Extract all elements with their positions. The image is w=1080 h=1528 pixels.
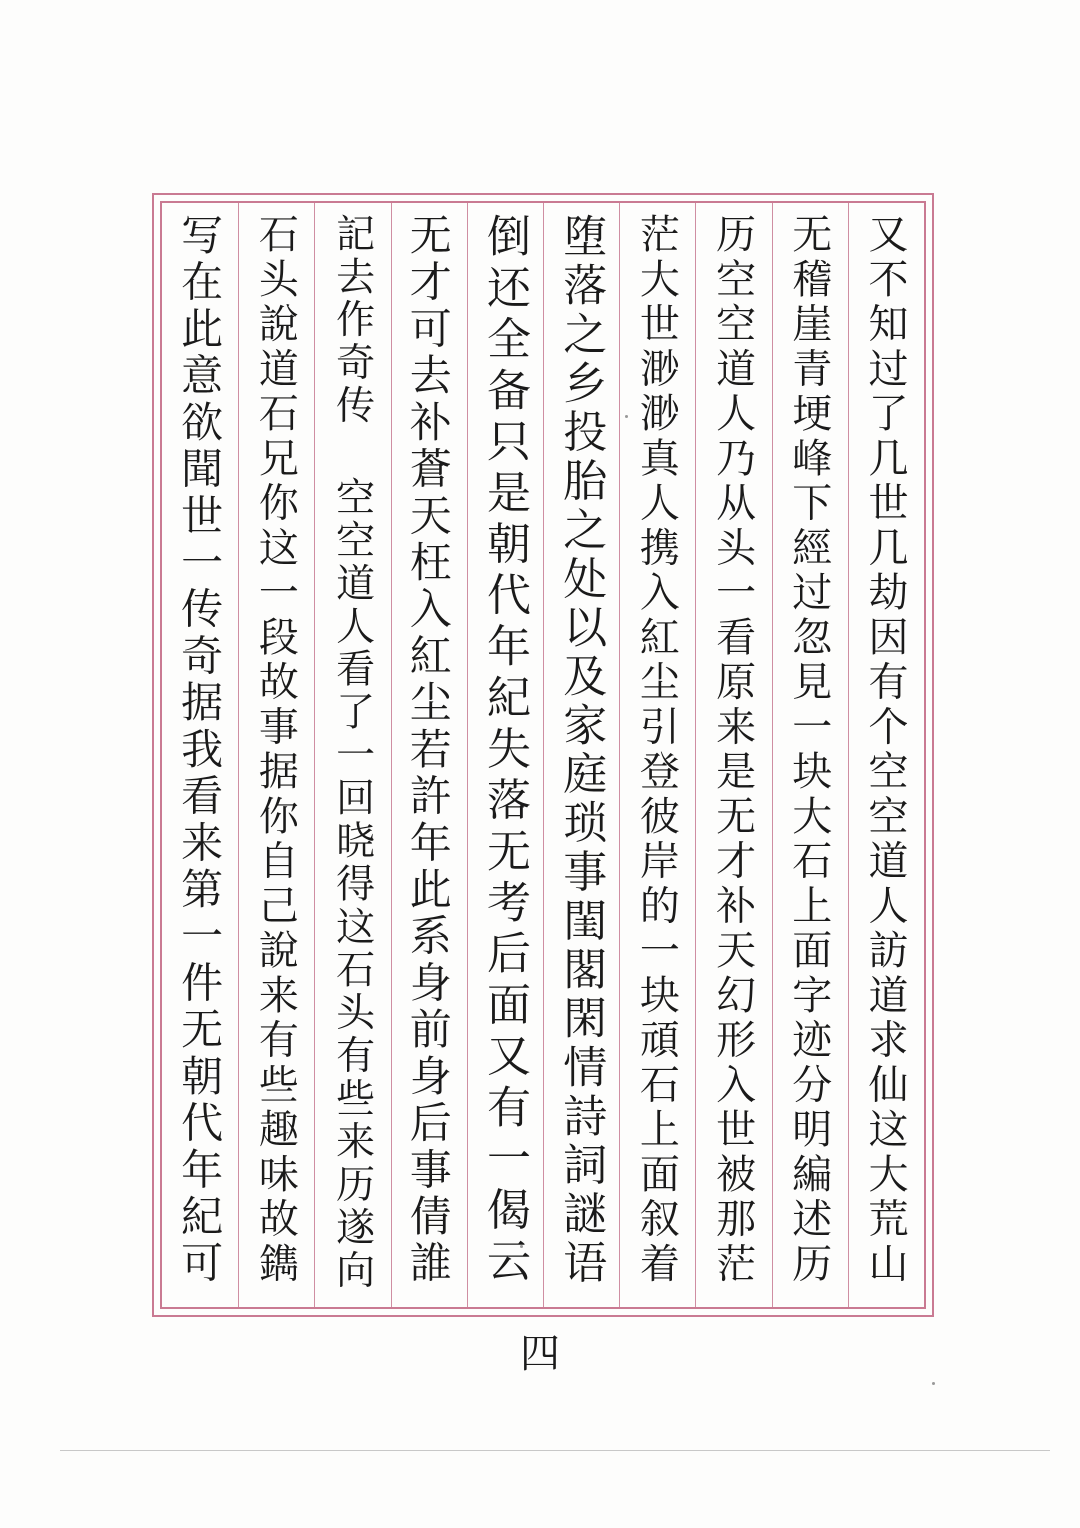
page-number: 四: [520, 1331, 560, 1377]
column-text: 无稽崖青埂峰下經过忽見一块大石上面字迹分明編述历: [785, 213, 832, 1287]
column-text: 記去作奇传 空空道人看了一回晓得这石头有些来历遂向: [329, 213, 375, 1293]
manuscript-grid: [162, 203, 924, 1307]
manuscript-column-2: [772, 203, 848, 1307]
manuscript-column-3: [695, 203, 771, 1307]
column-text: 石头說道石兄你这一段故事据你自己說来有些趣味故鐫: [252, 213, 299, 1287]
manuscript-column-6: [467, 203, 543, 1307]
manuscript-column-7: [391, 203, 467, 1307]
bottom-rule: [60, 1450, 1050, 1451]
manuscript-column-1: [848, 203, 924, 1307]
manuscript-column-9: [238, 203, 314, 1307]
column-text: 又不知过了几世几劫因有个空空道人訪道求仙这大荒山: [862, 213, 908, 1287]
manuscript-column-8: [314, 203, 390, 1307]
manuscript-column-10: [162, 203, 238, 1307]
manuscript-column-4: [619, 203, 695, 1307]
column-text: 茫大世渺渺真人携入紅尘引登彼岸的一块頑石上面叙着: [633, 213, 680, 1287]
column-text: 倒还全备只是朝代年紀失落无考后面又有一偈云: [478, 213, 530, 1289]
column-text: 历空空道人乃从头一看原来是无才补天幻形入世被那茫: [709, 213, 756, 1287]
column-text: 无才可去补蒼天枉入紅尘若許年此系身前身后事倩誰: [403, 213, 453, 1288]
manuscript-column-5: [543, 203, 619, 1307]
paper-speck: [932, 1382, 935, 1385]
column-text: 写在此意欲聞世一传奇据我看来第一件无朝代年紀可: [175, 213, 225, 1288]
column-text: 堕落之乡投胎之处以及家庭琐事閨閣閑情詩詞謎语: [555, 213, 607, 1288]
